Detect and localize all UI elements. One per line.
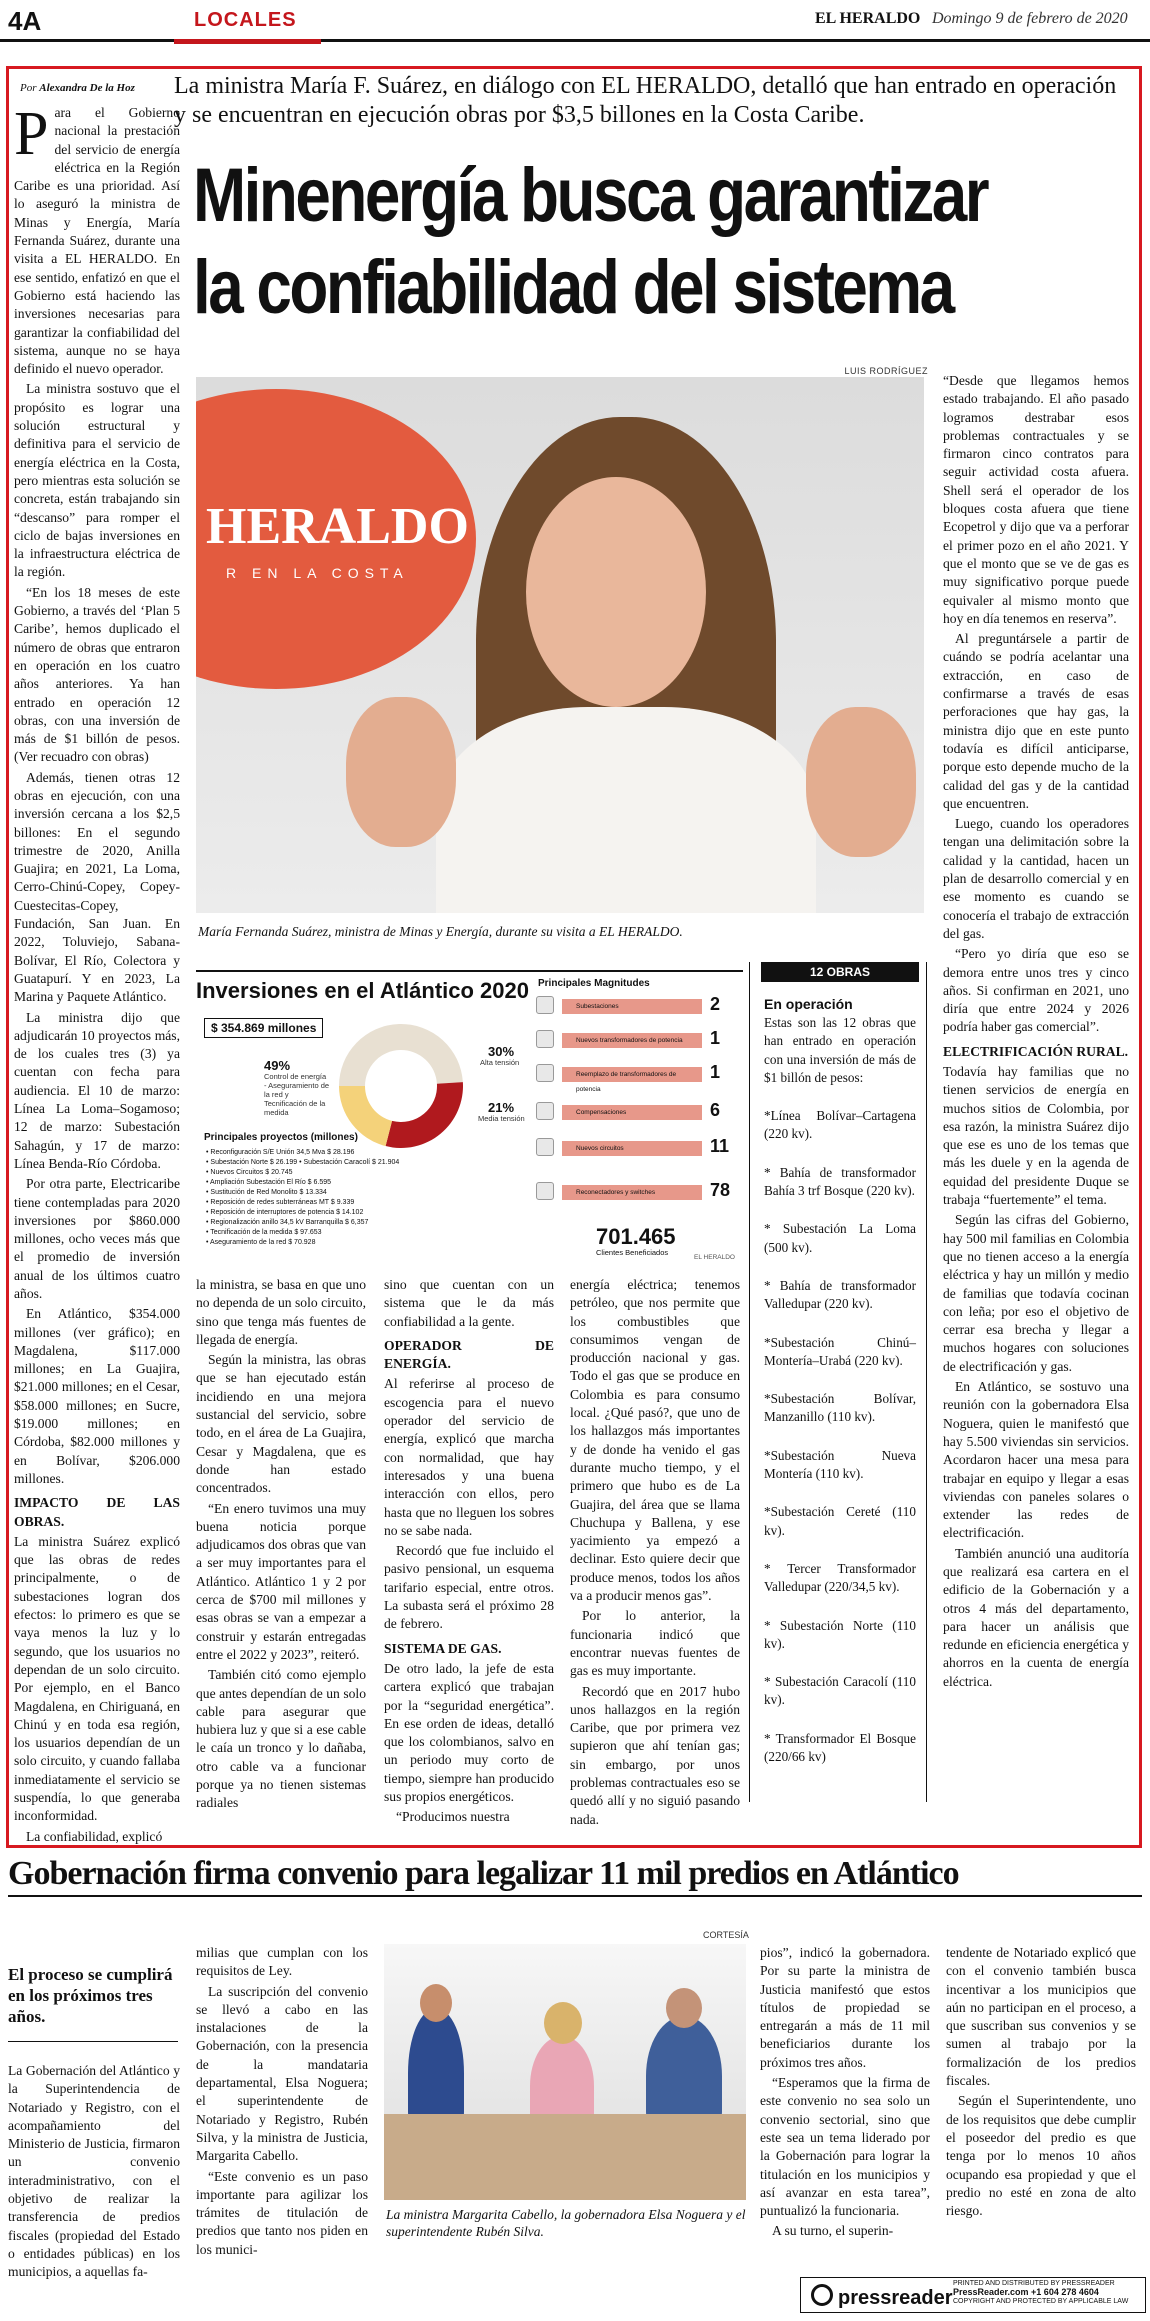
magnitude-row: Compensaciones 6: [536, 1102, 731, 1122]
paragraph: Según la ministra, las obras que se han ejecutado están incidiendo en una mejora sustancial del servicio, sobre todo, en el área de La Guajira, Cesar y Magdalena, que es donde han estado concentrados.: [196, 1352, 366, 1496]
paragraph: “Producimos nuestra: [396, 1809, 510, 1825]
sidebar-item: Estas son las 12 obras que han entrado en operación con una inversión de más de $1 billón de pesos:: [764, 1015, 916, 1085]
person-head-shape: [420, 1984, 452, 2022]
paragraph: También anunció una auditoría que realizará esa cartera en el edificio de la Gobernación y a otros 4 más del departamento, para hacer un análisis que redunde en eficiencia energética y ahorros en la cuenta de energía eléctrica.: [943, 1545, 1129, 1689]
magnitude-row: Nuevos transformadores de potencia 1: [536, 1030, 731, 1050]
sidebar-item: * Subestación Norte (110 kv).: [764, 1617, 916, 1651]
paragraph: pios”, indicó la gobernadora. Por su parte la ministra de Justicia manifestó que estos títulos de propiedad se entregarán a más de 11 mil beneficiarios durante los próximos tres años.: [760, 1945, 930, 2070]
paragraph: “En enero tuvimos una muy buena noticia porque adjudicamos dos obras que van a ser muy importantes para el Atlántico. Atlántico 1 y 2 por cerca de $700 mil millones y esas obras se van a empezar a construir y estarán entregadas entre el 2022 y 2023”, reiteró.: [196, 1500, 366, 1662]
sidebar-item: *Subestación Bolívar, Manzanillo (110 kv).: [764, 1391, 916, 1425]
paragraph: Al preguntársele a partir de cuándo se podría acelantar una extracción, en caso de confirmarse a través de esas perforaciones que hay gas, la ministra dijo que en este punto todavía es difícil anticiparse, porque esto depende mucho de la calidad del gas y de la cantidad que encuentren.: [943, 631, 1129, 811]
table-shape: [384, 2114, 746, 2200]
paragraph: Por lo anterior, la funcionaria indicó que encontrar nuevas fuentes de gas es muy importante.: [570, 1608, 740, 1679]
investment-amount: $ 354.869 millones: [204, 1018, 323, 1038]
newspaper-name: EL HERALDO: [815, 10, 921, 27]
sidebar-item: * Bahía de transformador Valledupar (220 kv).: [764, 1277, 916, 1312]
article2-column-4: [760, 1944, 930, 2243]
list-item: • Aseguramiento de la red $ 70.928: [206, 1239, 316, 1246]
paragraph: “En los 18 meses de este Gobierno, a través del ‘Plan 5 Caribe’, hemos duplicado el número de obras que entraron en operación en los cuatro años anteriores. Ya han entrado en operación 12 obras, con una inversión de más de $1 billón de pesos. (Ver recuadro con obras): [14, 584, 180, 765]
paragraph: la ministra, se basa en que uno no dependa de un solo circuito, sino que tenga más fuentes de llegada de energía.: [196, 1277, 366, 1347]
magnitude-row: Subestaciones 2: [536, 996, 731, 1016]
photo-logo-subtext: R EN LA COSTA: [226, 565, 409, 581]
beneficiaries-total: 701.465: [596, 1224, 676, 1249]
paragraph: “Desde que llegamos hemos estado trabajando. El año pasado logramos destrabar esos problemas contractuales y se firmaron cinco contratos para seguir actividad costa afuera. Shell será el operador de los bloques costa afuera que tiene Ecopetrol y dijo que va a perforar el primer pozo en el año 2021. Y que el monto que se ve de gas es muy significativo porque puede equivaler al mismo monto que hoy en día tenemos en reserva”.: [943, 373, 1129, 626]
donut-slice-alta-tension: [386, 1082, 463, 1148]
list-item: • Ampliación Subestación El Río $ 6.595: [206, 1179, 332, 1186]
article-column-4: [570, 1276, 740, 1831]
paragraph: Recordó que fue incluido el pasivo pensional, un esquema tarifario especial, entre otros. La subasta será el próximo 28 de febrero.: [384, 1543, 554, 1632]
subhead: SISTEMA DE GAS.: [384, 1640, 502, 1656]
paragraph: Por otra parte, Electricaribe tiene contempladas para 2020 inversiones por $860.000 millones, ocho veces más que el promedio de inversión anual de los últimos cuatro años.: [14, 1176, 180, 1301]
pct-alta-tension: 30%: [488, 1044, 515, 1059]
list-item: • Subestación Norte $ 26.199 • Subestación Caracolí $ 21.904: [206, 1159, 400, 1166]
article-column-1: [14, 100, 180, 1848]
page-number: 4A: [8, 6, 42, 36]
article-column-6: [943, 372, 1129, 1693]
paragraph: “Este convenio es un paso importante para agilizar los trámites de titulación de predios que tanto nos piden en los munici-: [196, 2168, 368, 2257]
sidebar-item: * Bahía de transformador Bahía 3 trf Bosque (220 kv).: [764, 1164, 916, 1199]
paragraph: Además, tienen otras 12 obras en ejecución, con una inversión cercana a los $2,5 billones: En el segundo trimestre de 2020, Anilla Guajira; en 2021, La Loma, Cerro-Chinú-Copey, Copey-Cuestecitas-Copey, Fundación, San Juan. En 2022, Toluviejo, Sabana-Bolívar, El Río, Colectora y Guatapurí. Y en 2023, La Marina y Paquete Atlántico.: [14, 769, 180, 1005]
sidebar-item: * Subestación La Loma (500 kv).: [764, 1221, 916, 1255]
paragraph: sino que cuentan con un sistema que le da más confiabilidad a la gente.: [384, 1277, 554, 1329]
article-column-3: [384, 1276, 554, 1829]
magnitudes-title: Principales Magnitudes: [538, 978, 650, 989]
issue-date: Domingo 9 de febrero de 2020: [932, 10, 1128, 27]
paragraph: Al referirse al proceso de escogencia para el nuevo operador del servicio de energía, explicó que marcha con normalidad, que hay interesados y una buena interacción con ellos, pero hasta que no lleguen los sobres no se sabe nada.: [384, 1376, 554, 1538]
sidebar-item: *Subestación Chinú–Montería–Urabá (220 kv).: [764, 1334, 916, 1368]
paragraph: Según el Superintendente, uno de los requisitos que debe cumplir el poseedor del predio es que tenga por lo menos 10 años ocupando esa propiedad y que el predio no esté en zona de alto riesgo.: [946, 2093, 1136, 2219]
article2-pull-quote: El proceso se cumplirá en los próximos tres años.: [8, 1964, 178, 2042]
sidebar-title: 12 OBRAS: [761, 962, 919, 982]
pct-control-energia-label: Control de energía - Aseguramiento de la red y Tecnificación de la medida: [264, 1072, 330, 1117]
section-name: LOCALES: [194, 9, 297, 31]
list-item: • Reposición de redes subterráneas MT $ 9.339: [206, 1199, 355, 1206]
paragraph: La ministra Suárez explicó que las obras de redes principalmente, o de subestaciones logran dos efectos: lo primero es que se vaya menos la luz y lo segundo, que los usuarios no dependan de un solo circuito. Por ejemplo, en el Banco Magdalena, en Chiriguaná, en Chinú y en toda esa región, los usuarios dependían de un solo circuito, y cuando fallaba inmediatamente el servicio se suspendía, lo que generaba inconformidad.: [14, 1533, 180, 1824]
pct-alta-tension-label: Alta tensión: [480, 1058, 520, 1067]
person-head-shape: [544, 2002, 582, 2044]
page-header: [0, 0, 1150, 42]
sidebar-heading: En operación: [764, 996, 853, 1012]
article2-column-5: [946, 1944, 1136, 2222]
pct-media-tension-label: Media tensión: [478, 1114, 525, 1123]
paragraph: De otro lado, la jefe de esta cartera explicó que trabajan por la “seguridad energética”. En ese orden de ideas, detalló que los colombianos, salvo en un periodo muy corto de tiempo, siempre han producido sus propios energéticos.: [384, 1660, 554, 1805]
minister-photo: [196, 377, 924, 913]
article2-photo-credit: CORTESÍA: [703, 1930, 749, 1940]
paragraph: tendente de Notariado explicó que con el convenio también busca incentivar a los municipios que aún no participan en el proceso, a que suscriban sus convenios y se sumen al trabajo por la formalización de los predios fiscales.: [946, 1945, 1136, 2089]
paragraph: Según las cifras del Gobierno, hay 500 mil familias en Colombia que no tienen acceso a la energía eléctrica y hay un millón y medio de familias que todavía cocinan con leña; por eso el objetivo de cerrar esa brecha y llegar a muchos hogares con soluciones de electrificación y gas.: [943, 1212, 1129, 1374]
paragraph: Luego, cuando los operadores tengan una delimitación sobre la calidad y la cantidad, hacen un plan de desarrollo comercial y en ese momento es cuando se conocería el trabajo de extracción del gas.: [943, 816, 1129, 941]
substation-icon: [536, 996, 554, 1014]
list-item: • Reposición de interruptores de potencia $ 14.102: [206, 1209, 364, 1216]
article-deck: La ministra María F. Suárez, en diálogo con EL HERALDO, detalló que han entrado en operación y se encuentran en ejecución obras por $3,5 billones en la Costa Caribe.: [174, 73, 1117, 128]
paragraph: “Esperamos que la firma de este convenio no sea solo un convenio sectorial, sino que este sea un tema liderado por la Gobernación para lograr la titulación en los municipios y así avanzar en esta tarea”, puntualizó la funcionaria.: [760, 2075, 930, 2219]
left-hand-shape: [346, 697, 456, 847]
list-item: • Sustitución de Red Monolito $ 13.334: [206, 1189, 327, 1196]
photo-caption: María Fernanda Suárez, ministra de Minas y Energía, durante su visita a EL HERALDO.: [198, 924, 683, 939]
magnitude-row: Nuevos circuitos 11: [536, 1138, 731, 1158]
list-item: • Nuevos Circuitos $ 20.745: [206, 1169, 293, 1176]
paragraph: Todavía hay familias que no tienen servicios de energía en muchos sitios de Colombia, por esa razón, la ministra Suárez dijo que ese es uno de los temas que más les duele y en la agenda de equidad del presidente Duque se trabaja “fuertemente” el tema.: [943, 1063, 1129, 1208]
photo-credit: LUIS RODRÍGUEZ: [844, 366, 928, 376]
paragraph: energía eléctrica; tenemos petróleo, que nos permite que los combustibles que consumimos vengan de producción nacional y gas. Todo el gas que se produce en Colombia es para consumo local. ¿Qué pasó?, que uno de los hallazgos más importantes y de donde ha venido el gas durante mucho tiempo, y el primero que hubo es de La Guajira, del área que se llama Chuchupa y Ballena, y ese yacimiento ya empezó a declinar. Esto quiere decir que produce menos, todos los años va a producir menos gas”.: [570, 1277, 740, 1604]
face-shape: [526, 477, 706, 707]
drop-cap: P: [14, 100, 49, 168]
byline: Por Alexandra De la Hoz: [20, 82, 135, 94]
circuit-icon: [536, 1138, 554, 1156]
article2-column-1: [8, 2062, 180, 2284]
right-hand-shape: [806, 707, 916, 857]
magnitude-row: Reconectadores y switches 78: [536, 1182, 731, 1202]
paragraph: Para el Gobierno nacional la prestación del servicio de energía eléctrica en la Región Caribe es una prioridad. Así lo aseguró la ministra de Minas y Energía, María Fernanda Suárez, durante una visita a EL HERALDO. En ese sentido, enfatizó en que el Gobierno está haciendo las inversiones necesarias para garantizar la confiabilidad del sistema, aunque no se haya definido el nuevo operador.: [14, 100, 180, 377]
paragraph: La suscripción del convenio se llevó a cabo en las instalaciones de la Gobernación, con la presencia de la mandataria departamental, Elsa Noguera; el superintendente de Notariado y Registro, Rubén Silva, y la ministra de Justicia, Margarita Cabello.: [196, 1983, 368, 2164]
projects-list-title: Principales proyectos (millones): [204, 1132, 358, 1143]
investment-infographic: [196, 970, 743, 1266]
paragraph: Recordó que en 2017 hubo unos hallazgos en la región Caribe, que por primera vez supieron que ahí tenían gas; sin embargo, por unos problemas contractuales eso se quedó allí y no siguió pasando nada.: [570, 1683, 740, 1827]
paragraph: “Pero yo diría que eso se demora entre unos tres y cinco años. Si confirman en 2021, uno diría que entre 2024 y 2026 podría haber gas comercial”.: [943, 946, 1129, 1035]
paragraph: En Atlántico, $354.000 millones (ver gráfico); en Magdalena, $117.000 millones; en La Guajira, $21.000 millones; en el Cesar, $58.000 millones; en Sucre, $19.000 millones; en Córdoba, $82.000 millones y en Bolívar, $206.000 millones.: [14, 1306, 180, 1486]
signing-photo: [384, 1944, 746, 2200]
projects-list: [206, 1148, 399, 1248]
photo-logo-text: HERALDO: [206, 498, 469, 555]
pressreader-notice: PRINTED AND DISTRIBUTED BY PRESSREADER PressReader.com +1 604 278 4604 COPYRIGHT AND PROTECTED BY APPLICABLE LAW: [953, 2280, 1129, 2305]
paragraph: La confiabilidad, explicó: [26, 1828, 163, 1844]
article-headline: Minenergía busca garantizar la confiabilidad del sistema: [193, 153, 988, 330]
obras-sidebar: [749, 962, 927, 1802]
infographic-title: Inversiones en el Atlántico 2020: [196, 978, 529, 1003]
sidebar-item: *Subestación Nueva Montería (110 kv).: [764, 1447, 916, 1482]
pressreader-badge: [800, 2277, 1146, 2313]
switch-icon: [536, 1182, 554, 1200]
sidebar-item: * Transformador El Bosque (220/66 kv): [764, 1730, 916, 1765]
list-item: • Tecnificación de la medida $ 97.653: [206, 1229, 322, 1236]
list-item: • Reconfiguración S/E Unión 34,5 Mva $ 28.196: [206, 1149, 355, 1156]
paragraph: milias que cumplan con los requisitos de Ley.: [196, 1945, 368, 1979]
article2-column-2: [196, 1944, 368, 2261]
sidebar-item: *Línea Bolívar–Cartagena (220 kv).: [764, 1108, 916, 1142]
paragraph: En Atlántico, se sostuvo una reunión con la gobernadora Elsa Noguera, quien le manifestó que hay 5.500 viviendas sin servicios. Acordaron hacer una mesa para trabajar en equipo y llegar a esas viviendas con paneles solares o extender las redes de electrificación.: [943, 1379, 1129, 1541]
sidebar-body: [764, 1014, 916, 1786]
list-item: • Regionalización anillo 34,5 kV Barranquilla $ 6,357: [206, 1219, 369, 1226]
article2-headline: Gobernación firma convenio para legalizar 11 mil predios en Atlántico: [8, 1855, 1142, 1897]
paragraph: La Gobernación del Atlántico y la Superintendencia de Notariado y Registro, con el acompañamiento del Ministerio de Justicia, firmaron un convenio interadministrativo, con el objetivo de realizar la transferencia de predios fiscales (propiedad del Estado o entidades públicas) en los municipios, a aquellas fa-: [8, 2063, 180, 2280]
person-head-shape: [666, 1988, 702, 2028]
subhead: OPERADOR DE ENERGÍA.: [384, 1337, 554, 1372]
paragraph: También citó como ejemplo que antes dependían de un solo cable para asegurar que hubiera luz y que si a ese cable le caía un tronco y lo dañaba, otro cable va a funcionar porque ya no tienen sistemas radiales: [196, 1667, 366, 1811]
transformer-replace-icon: [536, 1064, 554, 1082]
pct-control-energia: 49%: [264, 1058, 291, 1073]
pct-media-tension: 21%: [488, 1100, 515, 1115]
article2-photo-caption: La ministra Margarita Cabello, la gobernadora Elsa Noguera y el superintendente Rubén Silva.: [386, 2207, 746, 2239]
subhead: ELECTRIFICACIÓN RURAL.: [943, 1043, 1129, 1059]
donut-slice-control-energia: [339, 1024, 463, 1086]
subhead: IMPACTO DE LAS OBRAS.: [14, 1495, 180, 1529]
blouse-shape: [436, 707, 816, 913]
pressreader-logo: pressreader: [811, 2284, 953, 2310]
sidebar-item: * Subestación Caracolí (110 kv).: [764, 1674, 916, 1708]
compensation-icon: [536, 1102, 554, 1120]
sidebar-item: * Tercer Transformador Valledupar (220/34,5 kv).: [764, 1560, 916, 1595]
infographic-source: EL HERALDO: [694, 1254, 735, 1261]
beneficiaries-label: Clientes Beneficiados: [596, 1248, 669, 1257]
paragraph: La ministra dijo que adjudicarán 10 proyectos más, de los cuales tres (3) ya cuentan con fecha para audiencia. El 10 de marzo: Línea La Loma–Sogamoso; 12 de marzo: Subestación Sahagún, y 17 de marzo: Línea Benda-Río Córdoba.: [14, 1009, 180, 1171]
magnitude-row: Reemplazo de transformadores de potencia 1: [536, 1064, 731, 1084]
transformer-icon: [536, 1030, 554, 1048]
article-column-2: [196, 1276, 366, 1815]
paragraph: La ministra sostuvo que el propósito es lograr una solución estructural y definitiva para el servicio de energía eléctrica en la Costa, pero mientras esta solución se concreta, están trabajando sin “descanso” para romper el ciclo de bajas inversiones en la infraestructura eléctrica de la región.: [14, 381, 180, 580]
sidebar-item: *Subestación Cereté (110 kv).: [764, 1504, 916, 1538]
paragraph: A su turno, el superin-: [772, 2223, 894, 2239]
